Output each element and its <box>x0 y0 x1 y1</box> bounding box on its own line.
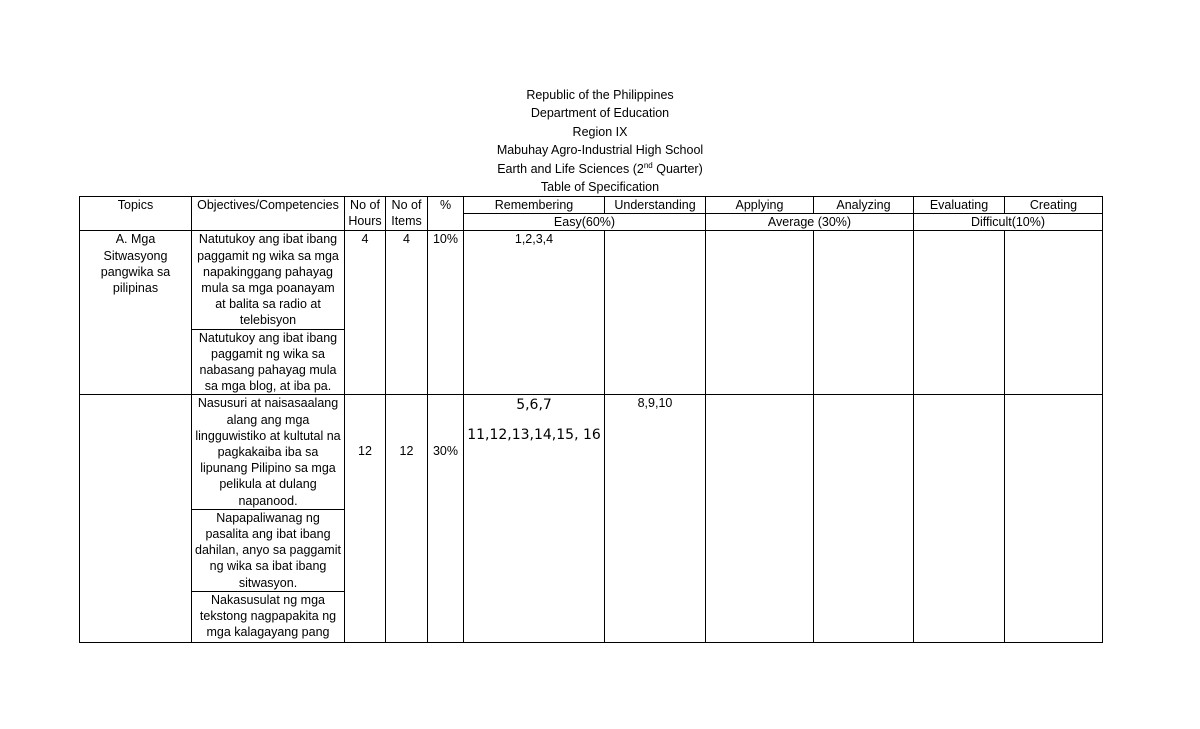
items-cell: 12 <box>386 395 428 642</box>
table-row <box>80 395 1103 509</box>
remembering-cell: 1,2,3,4 <box>464 231 605 395</box>
ordinal-superscript: nd <box>643 160 653 170</box>
creating-cell <box>1005 395 1103 642</box>
col-objectives: Objectives/Competencies <box>192 197 345 231</box>
evaluating-cell <box>914 231 1005 395</box>
table-of-specification <box>79 196 1103 643</box>
remembering-items-a: 5,6,7 <box>516 397 552 414</box>
table-header-row <box>80 197 1103 214</box>
level-easy: Easy(60%) <box>464 214 706 231</box>
items-cell: 4 <box>386 231 428 395</box>
col-hours: No of Hours <box>345 197 386 231</box>
objective-cell: Nakasusulat ng mga tekstong nagpapakita ng mga kalagayang pang <box>192 591 345 642</box>
objective-cell: Natutukoy ang ibat ibang paggamit ng wika sa mga napakinggang pahayag mula sa mga poanayam at balita sa radio at telebisyon <box>192 231 345 329</box>
remembering-items-b: 11,12,13,14,15, 16 <box>467 427 601 444</box>
applying-cell <box>706 231 814 395</box>
analyzing-cell <box>814 395 914 642</box>
col-percent: % <box>428 197 464 231</box>
objective-cell: Nasusuri at naisasaalang alang ang mga lingguwistiko at kultutal na pagkakaiba iba sa lipunang Pilipino sa mga pelikula at dulang napanood. <box>192 395 345 509</box>
col-remembering: Remembering <box>464 197 605 214</box>
understanding-cell <box>605 231 706 395</box>
percent-cell: 30% <box>428 395 464 642</box>
header-republic: Republic of the Philippines <box>526 88 674 102</box>
col-creating: Creating <box>1005 197 1103 214</box>
percent-cell: 10% <box>428 231 464 395</box>
hours-cell: 12 <box>345 395 386 642</box>
creating-cell <box>1005 231 1103 395</box>
document-header <box>0 86 1200 196</box>
level-average: Average (30%) <box>706 214 914 231</box>
topic-cell <box>80 395 192 642</box>
table-row <box>80 231 1103 329</box>
level-difficult: Difficult(10%) <box>914 214 1103 231</box>
col-topics: Topics <box>80 197 192 231</box>
col-evaluating: Evaluating <box>914 197 1005 214</box>
evaluating-cell <box>914 395 1005 642</box>
header-school: Mabuhay Agro-Industrial High School <box>496 143 704 158</box>
objective-cell: Napapaliwanag ng pasalita ang ibat ibang dahilan, anyo sa paggamit ng wika sa ibat ibang sitwasyon. <box>192 509 345 591</box>
col-applying: Applying <box>706 197 814 214</box>
header-title: Table of Specification <box>540 180 660 195</box>
col-analyzing: Analyzing <box>814 197 914 214</box>
col-understanding: Understanding <box>605 197 706 214</box>
analyzing-cell <box>814 231 914 395</box>
header-region: Region IX <box>572 124 628 139</box>
objective-cell: Natutukoy ang ibat ibang paggamit ng wika sa nabasang pahayag mula sa mga blog, at iba pa. <box>192 329 345 395</box>
applying-cell <box>706 395 814 642</box>
col-items: No of Items <box>386 197 428 231</box>
header-subject: Earth and Life Sciences (2nd Quarter) <box>497 160 703 176</box>
understanding-cell: 8,9,10 <box>605 395 706 642</box>
topic-cell: A. Mga Sitwasyong pangwika sa pilipinas <box>80 231 192 395</box>
remembering-cell <box>464 395 605 642</box>
hours-cell: 4 <box>345 231 386 395</box>
header-department: Department of Education <box>530 106 670 121</box>
